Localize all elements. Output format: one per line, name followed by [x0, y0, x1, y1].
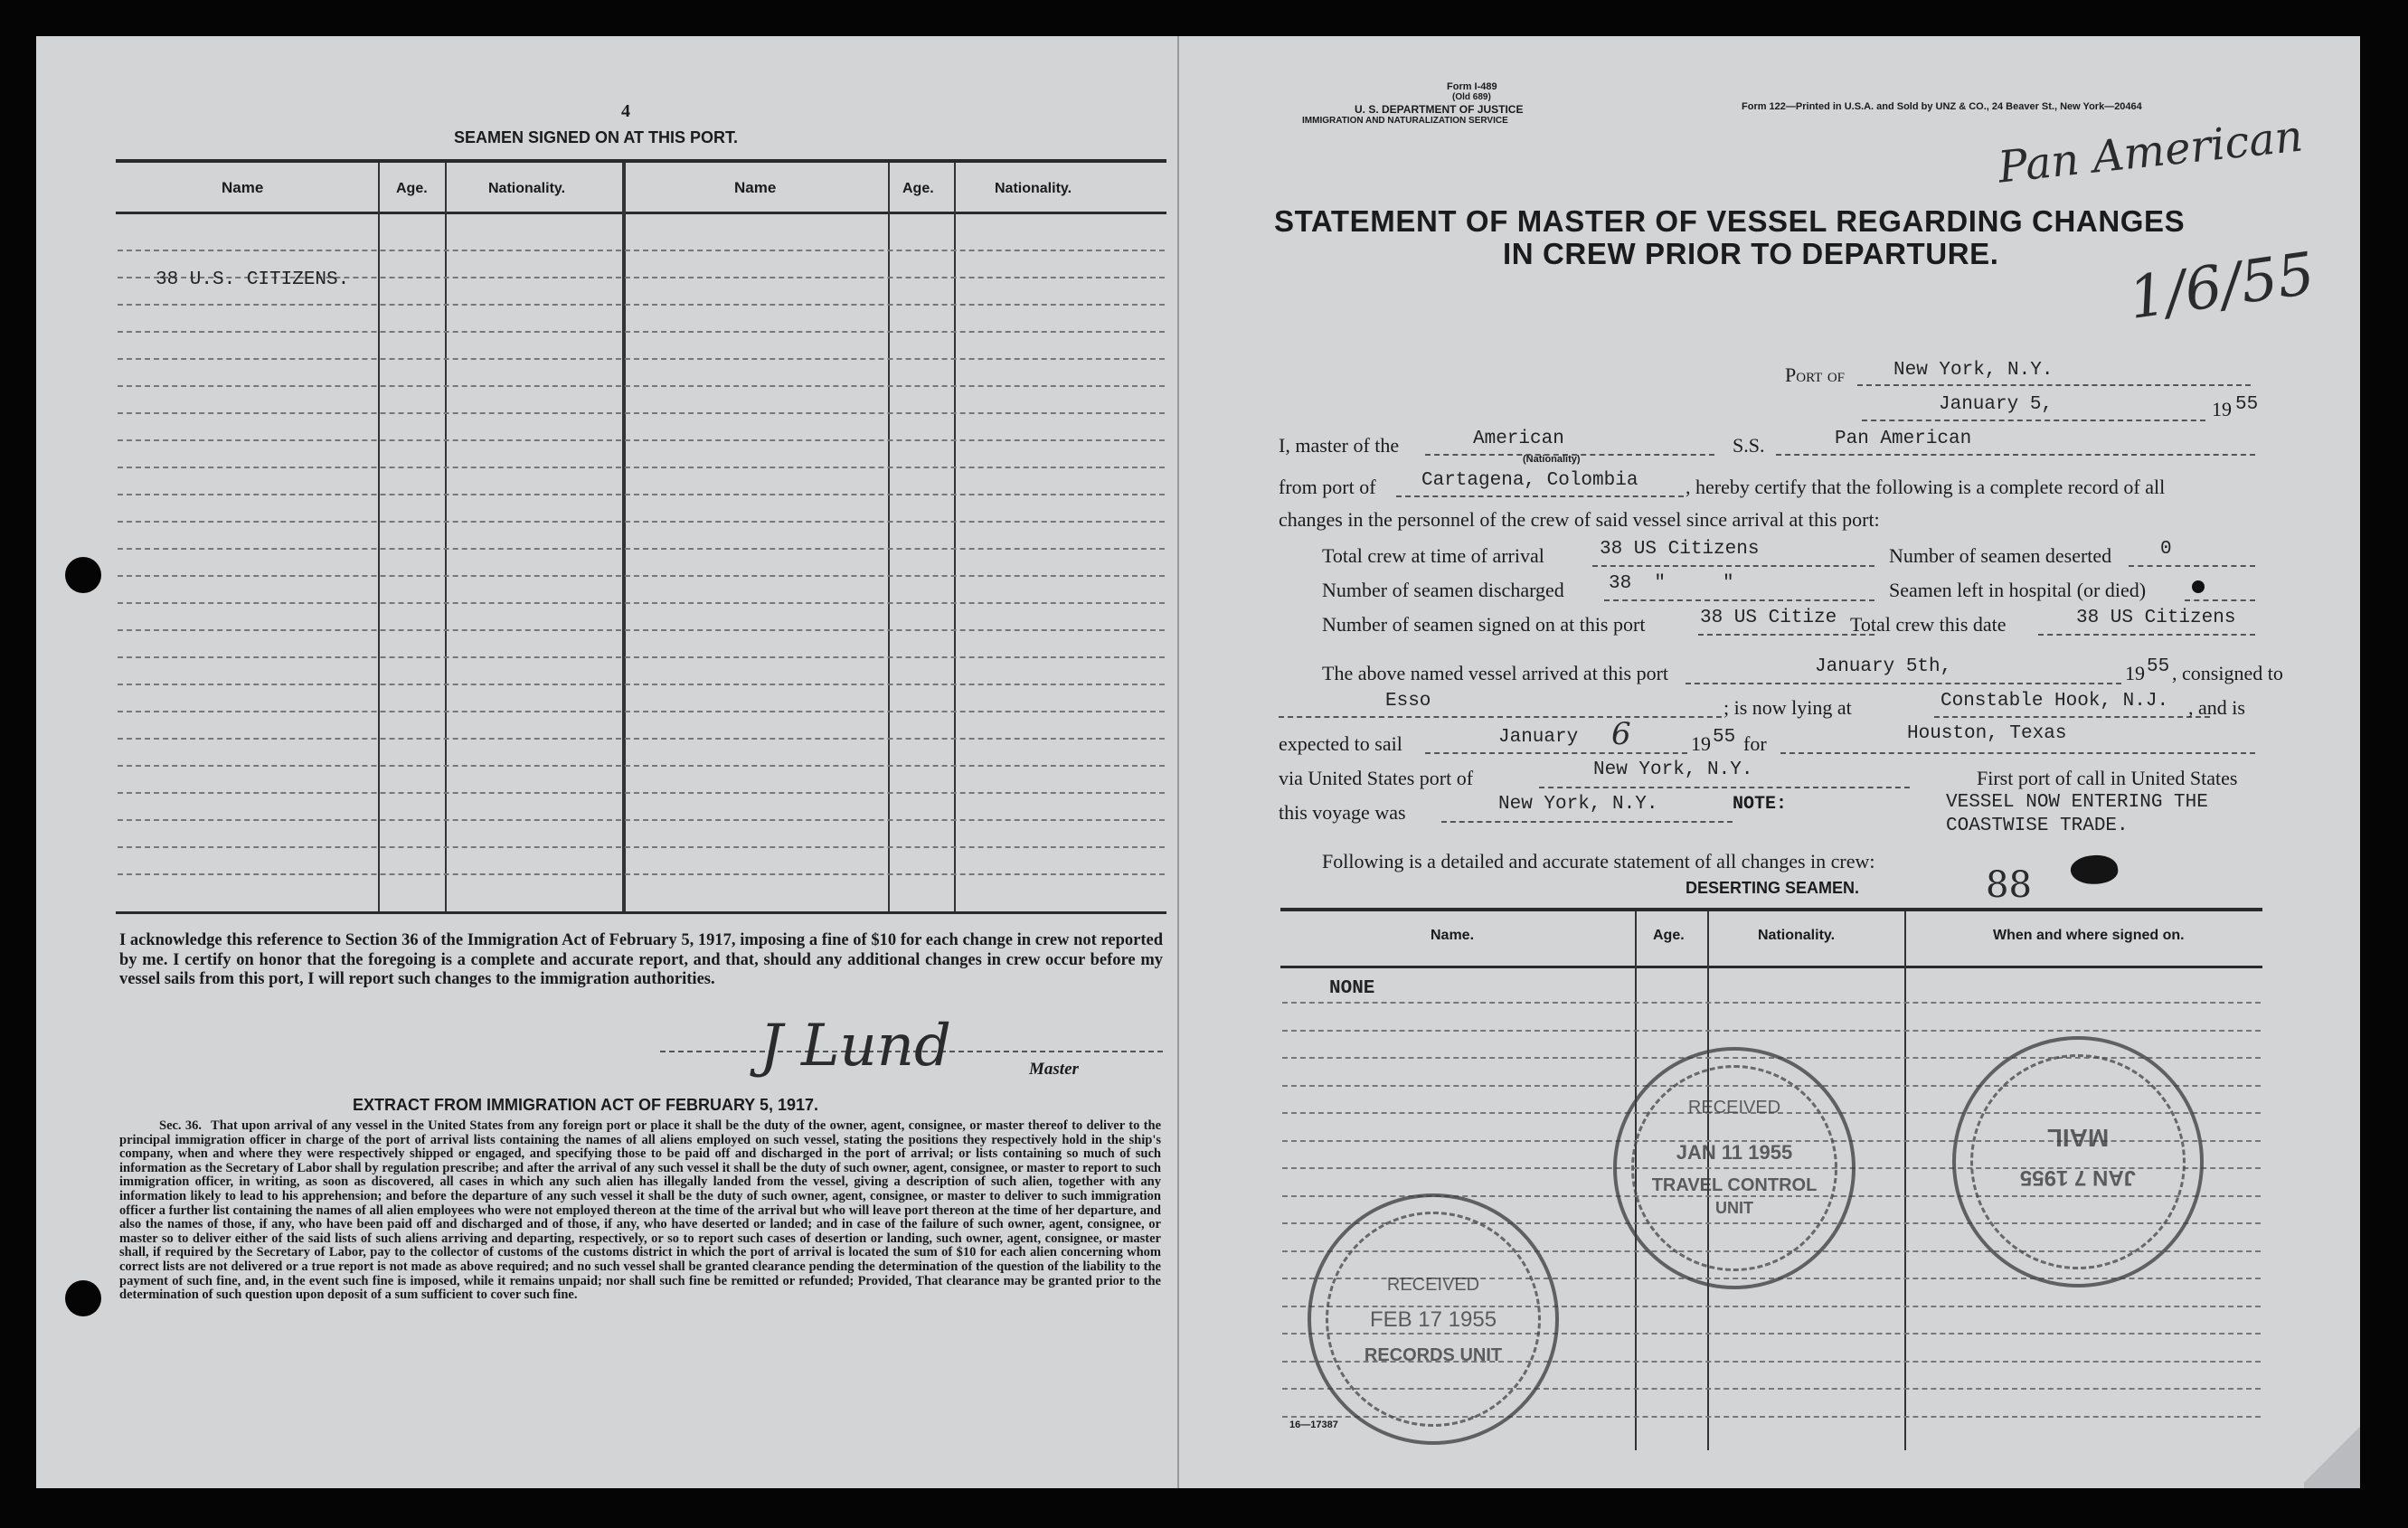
hospital-label: Seamen left in hospital (or died) — [1889, 579, 2147, 601]
col-divider — [378, 163, 380, 911]
note-label: NOTE: — [1733, 794, 1788, 815]
page-number: 4 — [621, 101, 630, 121]
stamp-date: JAN 7 1955 — [2019, 1165, 2137, 1190]
section-title: SEAMEN SIGNED ON AT THIS PORT. — [454, 128, 739, 146]
travel-control-stamp — [1613, 1047, 1856, 1289]
table-row-line — [118, 548, 1165, 550]
note-value-line-2: COASTWISE TRADE. — [1946, 816, 2129, 836]
desert-table-top — [1280, 908, 2262, 911]
total-crew-value: 38 US Citizens — [1600, 539, 1760, 560]
voyage-value: New York, N.Y. — [1498, 794, 1658, 815]
sail-value: January — [1498, 727, 1579, 748]
punch-hole — [65, 557, 101, 593]
extract-section-label: Sec. 36. — [159, 1118, 203, 1133]
arrived-value: January 5th, — [1815, 656, 1952, 677]
form-title-line-1: STATEMENT OF MASTER OF VESSEL REGARDING CHANGES — [1274, 204, 2186, 238]
consignee-line — [1279, 716, 1722, 718]
crew-entry: 38 U.S. CITIZENS. — [156, 269, 350, 290]
records-unit-stamp — [1308, 1193, 1559, 1445]
table-row-line — [118, 358, 1165, 360]
ship-value: Pan American — [1835, 429, 1972, 449]
deserted-line — [2129, 565, 2255, 567]
via-value: New York, N.Y. — [1593, 759, 1753, 780]
table-row-line — [118, 385, 1165, 387]
following-text: Following is a detailed and accurate statement of all changes in crew: — [1322, 850, 1875, 872]
discharged-line — [1604, 599, 1874, 601]
certify-text: , hereby certify that the following is a complete record of all — [1686, 476, 2166, 498]
destination-value: Houston, Texas — [1907, 723, 2067, 744]
arrived-line — [1686, 683, 2121, 684]
none-entry: NONE — [1329, 978, 1375, 999]
deserted-value: 0 — [2160, 539, 2172, 560]
stamp-records-unit: RECORDS UNIT — [1364, 1345, 1503, 1365]
col-header-age: Age. — [396, 181, 428, 196]
stamp-travel-control: TRAVEL CONTROL — [1651, 1175, 1818, 1195]
ink-blot — [2069, 853, 2120, 888]
year-value: 55 — [2235, 394, 2259, 415]
signed-on-value: 38 US Citize — [1700, 608, 1837, 628]
table-row-line — [118, 494, 1165, 495]
desert-col-divider — [1904, 911, 1906, 1450]
desert-table-header-rule — [1280, 966, 2262, 968]
table-row-line — [118, 819, 1165, 821]
extract-section-36 — [119, 1119, 1161, 1303]
master-label: Master — [1029, 1060, 1079, 1079]
form-number: Form I-489 — [1447, 81, 1497, 92]
table-row-line — [118, 656, 1165, 658]
signed-on-line — [1698, 634, 1874, 636]
table-top-rule — [116, 159, 1166, 163]
arrived-year: 55 — [2147, 656, 2170, 677]
department-name: U. S. DEPARTMENT OF JUSTICE — [1355, 103, 1524, 116]
desert-col-age: Age. — [1653, 928, 1685, 943]
printer-imprint: Form 122—Printed in U.S.A. and Sold by UNZ & CO., 24 Beaver St., New York—20464 — [1742, 101, 2142, 112]
table-row-line — [1282, 1002, 2261, 1004]
stamp-unit: UNIT — [1715, 1199, 1753, 1217]
total-this-date-value: 38 US Citizens — [2076, 608, 2236, 628]
desert-col-nationality: Nationality. — [1758, 928, 1836, 943]
via-label: via United States port of — [1279, 767, 1474, 789]
col-divider — [622, 163, 626, 911]
from-port-line — [1396, 495, 1684, 497]
arrived-label: The above named vessel arrived at this port — [1322, 662, 1669, 684]
sail-day: 6 — [1611, 716, 1631, 752]
stamp-mail-label: MAIL — [2046, 1124, 2110, 1152]
first-port-label: First port of call in United States — [1977, 767, 2238, 789]
left-page — [36, 36, 1177, 1488]
from-port-label: from port of — [1279, 476, 1376, 498]
signed-on-label: Number of seamen signed on at this port — [1322, 613, 1646, 636]
handwritten-date: 1/6/55 — [2124, 241, 2319, 333]
footer-code: 16—17387 — [1289, 1420, 1338, 1430]
deserting-title: DESERTING SEAMEN. — [1686, 879, 1860, 897]
service-name: IMMIGRATION AND NATURALIZATION SERVICE — [1302, 116, 1508, 126]
desert-col-when: When and where signed on. — [1993, 928, 2185, 943]
year-prefix: 19 — [2212, 398, 2232, 420]
right-page — [1177, 36, 2360, 1488]
for-label: for — [1743, 732, 1767, 755]
date-value: January 5, — [1939, 394, 2054, 415]
table-row-line — [118, 629, 1165, 631]
total-this-date-line — [2038, 634, 2255, 636]
table-row-line — [118, 846, 1165, 848]
handwritten-vessel-name: Pan American — [1995, 110, 2306, 193]
col-header-nationality-2: Nationality. — [995, 181, 1072, 196]
via-line — [1539, 787, 1910, 788]
port-of-line — [1857, 384, 2251, 386]
col-header-nationality: Nationality. — [488, 181, 566, 196]
table-row-line — [118, 711, 1165, 712]
total-crew-label: Total crew at time of arrival — [1322, 544, 1544, 567]
consigned-label: , consigned to — [2172, 662, 2283, 684]
discharged-value: 38 " " — [1609, 573, 1734, 594]
total-crew-line — [1592, 565, 1874, 567]
master-signature: J Lund — [760, 1013, 951, 1080]
extract-section-text: That upon arrival of any vessel in the United States from any foreign port or place it shall be the duty of the owner, agent, consignee, or master thereof to deliver to the principal immigration officer in charge of the port of arrival lists containing the names of all aliens employed on such vessel, stating the positions they respectively hold in the ship's company, when and where they were respectively shipped or engaged, and specifying those to be paid off and discharged in the port of arrival; or lists containing so much of such information as the Secretary of Labor shall by regulation prescribe; and after the arrival of any such vessel it shall be the duty of such owner, agent, consignee, or master to report to such immigration officer, in writing, as soon as discovered, all cases in which any such alien has illegally landed from the vessel, giving a description of such alien, together with any information likely to lead to his apprehension; and before the departure of any such vessel it shall be the duty of such owner, agent, consignee, or master to deliver to such immigration officer a further list containing the names of all alien employees who were not employed thereon at the time of the arrival but who will leave port thereon at the time of her departure, and also the names of those, if any, who have been paid off and discharged and of those, if any, who have deserted or landed; and in case of the failure of such owner, agent, consignee, or master so to deliver either of the said lists of such aliens arriving and departing, respectively, or so to report such cases of desertion or landing, such owner, agent, consignee, or master shall, if required by the Secretary of Labor, pay to the collector of customs of the customs district in which the port of arrival is located the sum of $10 for each alien concerning whom correct lists are not delivered or a true report is not made as above required; and no such vessel shall be granted clearance pending the determination of the question of the liability to the payment of such fine, and, in the event such fine is imposed, while it remains unpaid; nor shall such fine be remitted or refunded; Provided, That clearance may be granted prior to the determination of such question upon deposit of a sum sufficient to cover such fine. — [119, 1118, 1161, 1303]
table-row-line — [118, 521, 1165, 523]
lying-line — [1934, 716, 2210, 718]
port-of-value: New York, N.Y. — [1893, 360, 2054, 381]
voyage-line — [1441, 821, 1733, 823]
table-row-line — [118, 439, 1165, 441]
table-row-line — [118, 331, 1165, 333]
table-row-line — [118, 873, 1165, 875]
deserting-mark: 88 — [1986, 864, 2032, 906]
deserted-label: Number of seamen deserted — [1889, 544, 2112, 567]
col-divider — [954, 163, 956, 911]
table-row-line — [118, 575, 1165, 577]
note-value-line-1: VESSEL NOW ENTERING THE — [1946, 792, 2208, 813]
consignee-value: Esso — [1385, 691, 1431, 712]
table-row-line — [118, 602, 1165, 604]
from-port-value: Cartagena, Colombia — [1421, 470, 1638, 491]
and-is-label: , and is — [2188, 696, 2245, 719]
table-row-line — [118, 412, 1165, 414]
changes-text: changes in the personnel of the crew of said vessel since arrival at this port: — [1279, 508, 1880, 531]
col-divider — [888, 163, 890, 911]
discharged-label: Number of seamen discharged — [1322, 579, 1564, 601]
table-row-line — [118, 738, 1165, 740]
port-of-label: Port of — [1785, 363, 1846, 386]
col-header-age-2: Age. — [902, 181, 934, 196]
ship-line — [1776, 454, 2255, 456]
stamp-received-label: RECEIVED — [1687, 1098, 1781, 1118]
extract-title: EXTRACT FROM IMMIGRATION ACT OF FEBRUARY 5, 1917. — [353, 1096, 819, 1114]
stamp-date: FEB 17 1955 — [1369, 1307, 1497, 1332]
expected-label: expected to sail — [1279, 732, 1402, 755]
mail-stamp — [1952, 1036, 2204, 1287]
destination-line — [1780, 752, 2255, 754]
stamp-received-label: RECEIVED — [1386, 1275, 1480, 1295]
folded-corner — [2304, 1421, 2360, 1488]
desert-col-name: Name. — [1431, 928, 1475, 943]
col-header-name: Name — [222, 179, 264, 196]
table-row-line — [118, 467, 1165, 468]
date-line — [1862, 420, 2205, 421]
ss-label: S.S. — [1733, 434, 1765, 457]
nationality-caption: (Nationality) — [1523, 454, 1581, 465]
form-old-number: (Old 689) — [1452, 92, 1491, 102]
table-row-line — [118, 765, 1165, 767]
table-bottom-rule — [116, 911, 1166, 914]
sail-year: 55 — [1713, 727, 1736, 748]
nationality-value: American — [1473, 429, 1564, 449]
form-title-line-2: IN CREW PRIOR TO DEPARTURE. — [1503, 237, 1999, 270]
table-row-line — [118, 684, 1165, 685]
lying-value: Constable Hook, N.J. — [1941, 691, 2169, 712]
acknowledgement-text: I acknowledge this reference to Section 36 of the Immigration Act of February 5, 1917, imposing a fine of $10 for each change in crew not reported by me. I certify on honor that the foregoing is a complete and accurate report, and that, should any additional changes in crew occur before my vessel sails from this port, I will report such changes to the immigration authorities. — [119, 931, 1163, 988]
total-this-date-label: Total crew this date — [1850, 613, 2007, 636]
sail-year-prefix: 19 — [1691, 732, 1711, 755]
lying-label: ; is now lying at — [1723, 696, 1852, 719]
table-row-line — [118, 304, 1165, 306]
hospital-line — [2185, 599, 2255, 601]
table-header-rule — [116, 212, 1166, 214]
arrived-year-prefix: 19 — [2125, 662, 2145, 684]
table-row-line — [118, 250, 1165, 251]
voyage-label: this voyage was — [1279, 801, 1406, 824]
hospital-mark — [2192, 580, 2205, 593]
table-row-line — [1282, 1030, 2261, 1032]
master-of-label: I, master of the — [1279, 434, 1400, 457]
stamp-date: JAN 11 1955 — [1676, 1141, 1793, 1164]
sail-line — [1425, 752, 1687, 754]
col-header-name-2: Name — [734, 179, 777, 196]
col-divider — [445, 163, 447, 911]
punch-hole — [65, 1280, 101, 1316]
table-row-line — [118, 792, 1165, 794]
